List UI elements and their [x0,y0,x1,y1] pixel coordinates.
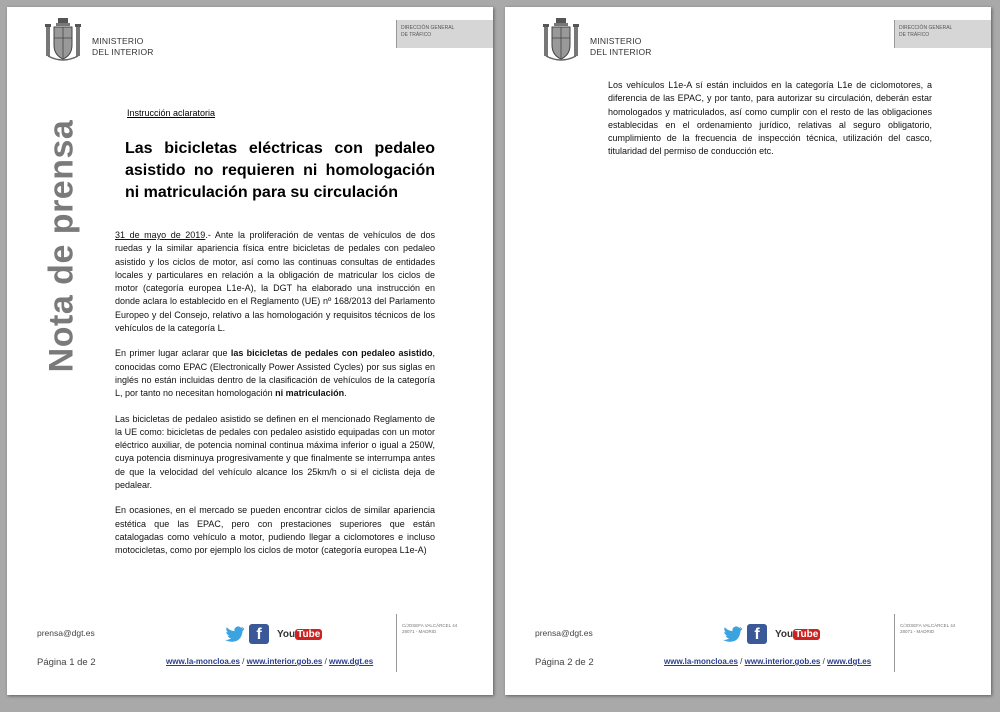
social-icons [225,624,321,648]
ministry-line-2: DEL INTERIOR [92,47,154,57]
body-text [115,229,435,570]
dgt-header-box [396,20,493,48]
subtitle: Instrucción aclaratoria [127,108,216,118]
link-separator: / [737,657,745,666]
paragraph-4: En ocasiones, en el mercado se pueden encontrar ciclos de similar apariencia estética que las EPAC, pero con prestaciones superiores que están catalogadas como vehículo a motor, pudiendo llegar a ciclomotores e incluso motocicletas, como por ejemplo los ciclos de motor (categoría europea L1e-A) [115,505,435,556]
facebook-icon[interactable]: f [249,624,269,644]
twitter-icon[interactable] [723,626,743,642]
paragraph-1-text: .- Ante la proliferación de ventas de vehículos de dos ruedas y la similar apariencia física entre bicicletas de pedales con pedaleo asistido y los ciclos de motor, así como las continuas consultas de entidades locales y particulares en relación a la obligación de matricular los ciclos de motor (categoría europea L1e-A), la DGT ha elaborado una instrucción en donde aclara lo establecido en el Reglamento (UE) nº 168/2013 del Parlamento Europeo y del Consejo, relativo a las homologación y requisitos técnicos de los vehículos de la categoría L. [115,230,435,334]
link-separator: / [820,657,828,666]
paragraph-5: Los vehículos L1e-A sí están incluidos en la categoría L1e de ciclomotores, a diferencia de las EPAC, y por tanto, para autorizar su circulación, deberán estar homologados y matriculados, así como cumplir con el resto de las obligaciones establecidas en el ordenamiento jurídico, relativas al seguro obligatorio, cumplimiento de la frecuencia de inspección técnica, utilización del casco, titularidad del permiso de conducción etc. [608,80,932,157]
paragraph-2-bold-a: las bicicletas de pedales con pedaleo asistido [230,348,433,359]
headline: Las bicicletas eléctricas con pedaleo asistido no requieren ni homologación ni matriculación para su circulación [125,140,435,201]
ministry-line-1: MINISTERIO [590,36,642,46]
ministry-name [590,36,652,58]
press-email: prensa@dgt.es [37,628,95,638]
dgt-line-1: DIRECCIÓN GENERAL [401,25,455,31]
address-box [894,614,991,672]
link-separator: / [239,657,247,666]
paragraph-2-text-b: , conocidas como EPAC (Electronically Power Assisted Cycles) por sus siglas en inglés no están incluidas dentro de la clasificación de vehículos de la categoría L, por tanto no necesitan homologación [115,348,436,399]
ministry-name [92,36,154,58]
address-box [396,614,493,672]
ministry-line-1: MINISTERIO [92,36,144,46]
page-number: Página 2 de 2 [535,657,594,668]
facebook-icon[interactable]: f [747,624,767,644]
dgt-line-2: DE TRÁFICO [401,32,432,38]
document-page-2 [505,7,991,695]
press-date: 31 de mayo de 2019 [115,230,206,240]
youtube-icon[interactable] [277,627,322,643]
spain-coat-of-arms-icon [44,18,82,64]
footer-links [166,657,373,666]
ministry-line-2: DEL INTERIOR [590,47,652,57]
youtube-icon[interactable] [775,627,820,643]
paragraph-3: Las bicicletas de pedaleo asistido se definen en el mencionado Reglamento de la UE como: bicicletas de pedales con pedaleo asistido equipadas con un motor eléctrico auxiliar, de potencia nominal continua máxima inferior o igual a 250W, cuya potencia disminuya progresivamente y que finalmente se interrumpa antes de que la velocidad del vehículo alcance los 25km/h o si el ciclista deja de pedalear. [115,413,435,491]
spain-coat-of-arms-icon [542,18,580,64]
paragraph-2 [115,347,435,400]
youtube-you: You [775,629,794,640]
address-line-1: C/JOSEFA VALCÁRCEL 44 [900,623,956,628]
youtube-tube: Tube [795,629,819,640]
paragraph-2-text-a: En primer lugar aclarar que [115,348,231,359]
link-separator: / [322,657,330,666]
dgt-line-1: DIRECCIÓN GENERAL [899,25,953,31]
paragraph-1 [115,229,435,335]
body-text-page-2 [608,79,932,159]
link-dgt[interactable]: www.dgt.es [329,657,374,666]
link-la-moncloa[interactable]: www.la-moncloa.es [664,657,738,666]
address-line-2: 28071 - MADRID [900,629,935,634]
link-dgt[interactable]: www.dgt.es [827,657,872,666]
address-line-1: C/JOSEFA VALCÁRCEL 44 [402,623,458,628]
twitter-icon[interactable] [225,626,245,642]
footer-links [664,657,871,666]
dgt-header-box [894,20,991,48]
press-email: prensa@dgt.es [535,628,593,638]
social-icons [723,624,819,648]
vertical-title-text: Nota de prensa [42,119,81,373]
link-la-moncloa[interactable]: www.la-moncloa.es [166,657,240,666]
paragraph-2-bold-b: ni matriculación [275,388,345,399]
address-line-2: 28071 - MADRID [402,629,437,634]
dgt-line-2: DE TRÁFICO [899,32,930,38]
youtube-you: You [277,629,296,640]
youtube-tube: Tube [297,629,321,640]
link-interior[interactable]: www.interior.gob.es [744,657,821,666]
link-interior[interactable]: www.interior.gob.es [246,657,323,666]
paragraph-2-text-c: . [344,388,347,399]
page-number: Página 1 de 2 [37,657,96,668]
vertical-title [42,119,81,373]
document-page-1 [7,7,493,695]
